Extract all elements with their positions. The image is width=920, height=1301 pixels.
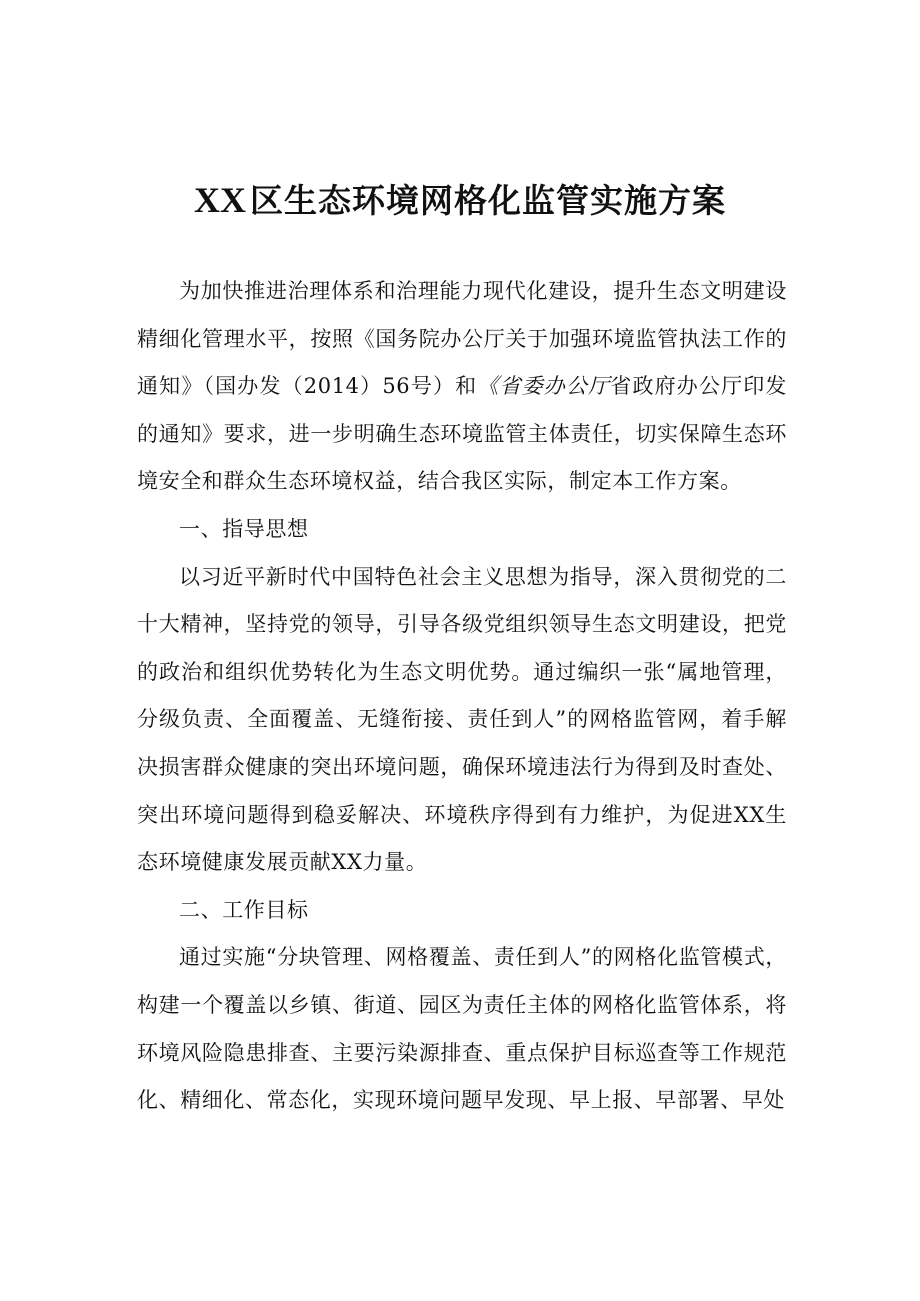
section-paragraph-guiding-thought: 以习近平新时代中国特色社会主义思想为指导，深入贯彻党的二十大精神，坚持党的领导，引导各级党组织领导生态文明建设，把党的政治和组织优势转化为生态文明优势。通过编织一张“属地管理，分级负责、全面覆盖、无缝衔接、责任到人”的网格监管网，着手解决损害群众健康的突出环境问题，确保环境违法行为得到及时查处、突出环境问题得到稳妥解决、环境秩序得到有力维护，为促进XX生态环境健康发展贡献XX力量。 (137, 564, 787, 875)
title-text: 区生态环境网格化监管实施方案 (250, 181, 726, 220)
document-body (137, 268, 787, 1125)
document-title (0, 176, 920, 225)
section-heading-guiding-thought: 一、指导思想 (179, 516, 309, 541)
intro-text-1: 为加快推进治理体系和治理能力现代化建设，提升生态文明建设精细化管理水平，按照《国务院办公厅关于加强环境监管执法工作的通知》（国办发（2014）56号）和 (137, 279, 787, 399)
intro-paragraph (137, 268, 787, 506)
intro-text-italic: 《省委办公厅 (477, 374, 611, 399)
intro-text-2: 省政府办公厅印发的通知》要求，进一步明确生态环境监管主体责任，切实保障生态环境安全和群众生态环境权益，结合我区实际，制定本工作方案。 (137, 374, 787, 494)
section-paragraph-work-goals: 通过实施“分块管理、网格覆盖、责任到人”的网格化监管模式，构建一个覆盖以乡镇、街道、园区为责任主体的网格化监管体系，将环境风险隐患排查、主要污染源排查、重点保护目标巡查等工作规范化、精细化、常态化，实现环境问题早发现、早上报、早部署、早处 (137, 945, 787, 1113)
title-code: XX (194, 180, 246, 220)
section-heading-work-goals: 二、工作目标 (179, 897, 309, 922)
